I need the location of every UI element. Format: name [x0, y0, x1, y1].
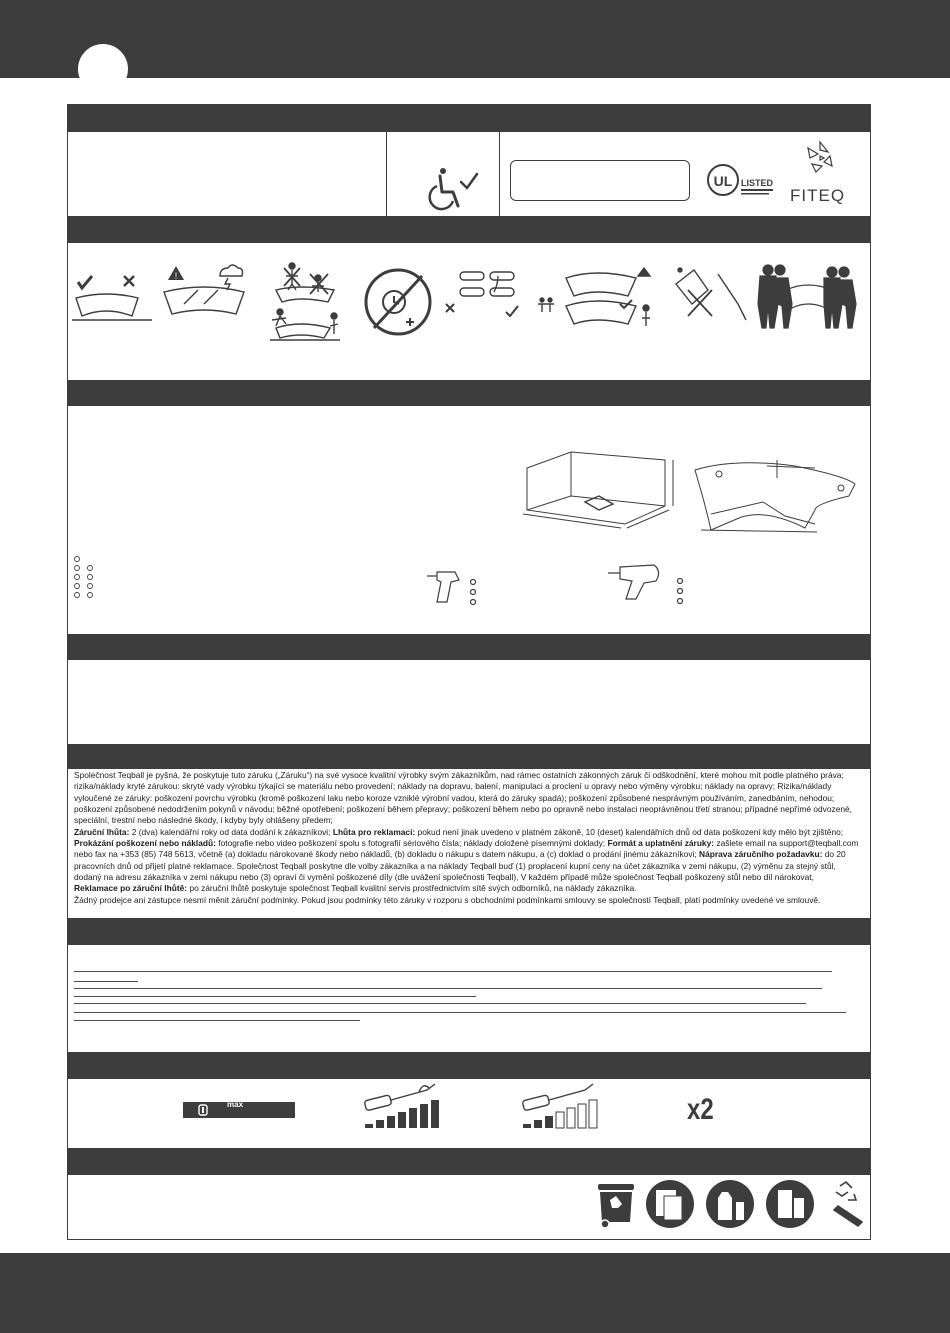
- declaration-line-1: [74, 971, 832, 972]
- svg-text:!: !: [174, 271, 178, 281]
- header-bar: [0, 0, 950, 78]
- section-header-declaration: [68, 918, 870, 945]
- info-divider-1: [386, 132, 387, 216]
- declaration-line-5: [74, 1003, 806, 1004]
- warranty-line-4: poškození způsobené nedodržením pokynů v návodu; běžné opotřebení; poškození během přepravy; poškození během nebo po opravně nebo instalaci neoprávněnou třetí stranou; případné nepřímé odvozené,: [74, 804, 853, 815]
- no-climbing-icon: [270, 263, 340, 340]
- battery-icon: [183, 1102, 295, 1118]
- svg-text:LISTED: LISTED: [741, 178, 774, 188]
- warranty-line-5: speciální, trestní nebo následné škody, i kdyby byly ohlášeny předem;: [74, 815, 333, 826]
- warranty-line-2: rizika/náklady kryté zárukou: skryté vady výrobku týkající se materiálu nebo provedení; náklady na dopravu, balení, manipulaci a proclení u opravy nebo výměny výrobku; náklady na opravy; Rizika/náklady: [74, 781, 832, 792]
- section-header-disposal: [68, 1148, 870, 1175]
- svg-text:UL: UL: [713, 173, 733, 189]
- section-header-safety: [68, 216, 870, 243]
- ul-listed-logo: [707, 158, 777, 203]
- declaration-line-4: [74, 996, 476, 997]
- parts-list-icons-2: [86, 563, 98, 605]
- battery-terminal-icon: [197, 1104, 209, 1116]
- section-header-assembly: [68, 380, 870, 406]
- warranty-form-label: Formát a uplatnění záruky:: [607, 838, 715, 849]
- section-header-warranty: [68, 744, 870, 769]
- disposal-icons: [596, 1178, 866, 1230]
- warranty-post-label: Reklamace po záruční lhůtě:: [74, 883, 188, 894]
- warranty-line-9: pracovních dnů od přijetí platné reklamace. Společnost Teqball poskytne dle volby zákazníka a na náklady Teqball buď (1) proplacení kupní ceny na účet zákazníka v zemi nákupu, (2) výměnu za stejný stůl,: [74, 860, 836, 871]
- footer-bar: [0, 1253, 950, 1333]
- model-label-box: [510, 160, 690, 201]
- recycle-icon: [834, 1182, 862, 1226]
- parts-list-icons: [73, 555, 83, 605]
- wheelchair-icon: [425, 168, 500, 216]
- paper-recycling-icon: [646, 1180, 694, 1228]
- warranty-line-7: Prokázání poškození nebo nákladů: fotografie nebo video poškození spolu s fotografií sériového čísla; náklady doložené písemnými doklady; Formát a uplatnění záruky: zašlete email na support@teqball.com: [74, 838, 859, 849]
- screwdriver-icon: [363, 1082, 443, 1130]
- warranty-line-11: Reklamace po záruční lhůtě: po záruční lhůtě poskytuje společnost Teqball kvalitní servis prostřednictvím sítě svých odborníků, na náklady zákazníka.: [74, 883, 637, 894]
- trash-bin-icon: [598, 1184, 634, 1228]
- plastic-recycling-icon: [706, 1180, 754, 1228]
- drill-icon-2: [606, 561, 696, 609]
- warranty-final: Žádný prodejce ani zástupce nesmí měnit záruční podmínky. Pokud jsou podmínky této záruky v rozporu s obchodními podmínkami smlouvy se společností Teqball, platí podmínky uvedené ve smlouvě.: [74, 894, 821, 905]
- screwdriver-low-torque-icon: [521, 1082, 601, 1130]
- drill-icon: [425, 566, 485, 610]
- declaration-line-6: [74, 1012, 846, 1013]
- glass-recycling-icon: [766, 1180, 814, 1228]
- clock-icon: [366, 270, 430, 334]
- strap-icon: [446, 272, 518, 316]
- table-weather-icon: [164, 287, 244, 314]
- section-header-notes: [68, 634, 870, 660]
- declaration-line-2: [74, 981, 138, 982]
- fiteq-wordmark: FITEQ: [790, 186, 846, 205]
- battery-quantity: x2: [687, 1093, 714, 1126]
- warning-icon: [168, 266, 184, 281]
- fiteq-logo: [800, 138, 840, 178]
- warranty-remedy-label: Náprava záručního požadavku:: [699, 849, 823, 860]
- safety-pictograms: [72, 258, 872, 348]
- section-header-batteries: [68, 1052, 870, 1079]
- children-supervision-icon: [538, 268, 650, 326]
- section-header-product-info: [68, 105, 870, 132]
- no-hand-icon: [676, 268, 746, 320]
- warranty-line-10: dodaný na adresu zákazníka v zemi nákupu nebo (3) opraví či vymění poškozené díly (dle uvážení společnosti Teqball), V každém případě může společnost Teqball poškozený stůl nebo díl nárokovat,: [74, 872, 814, 883]
- warranty-line-8: nebo fax na +353 (85) 748 5613, včetně (a) dokladu nárokované škody nebo nákladů, (b) dokladu o nákupu s datem nákupu, a (c) doklad o prodání jinému zákazníkovi; Náprava záručního požadavku: do 20: [74, 849, 846, 860]
- warranty-line-6: Záruční lhůta: 2 (dva) kalendářní roky od data dodání k zákazníkovi; Lhůta pro reklamaci: pokud není jinak uvedeno v platném zákoně, 10 (deset) kalendářních dnů od data poškození kdy mělo být zjištěno;: [74, 826, 844, 837]
- two-person-lift-icon: [758, 265, 856, 328]
- page-number-circle: [78, 44, 128, 94]
- warranty-period-label: Záruční lhůta:: [74, 826, 130, 837]
- warranty-intro: Společnost Teqball je pyšná, že poskytuje tuto záruku („Záruku“) na své vysoce kvalitní výrobky svým zákazníkům, nad rámec ostatních zákonných záruk či odškodnění, které mohou mít podle platného práva;: [74, 770, 844, 780]
- storm-icon: [220, 265, 243, 290]
- warranty-claim-label: Lhůta pro reklamaci:: [332, 826, 416, 837]
- declaration-line-7: [74, 1020, 360, 1021]
- warranty-proof-label: Prokázání poškození nebo nákladů:: [74, 838, 216, 849]
- warranty-line-3: vyloučené ze záruky: poškození povrchu výrobku (kromě poškození laku nebo koroze vzniklé výrobní vadou, která do záruky spadá); poškození způsobené nesprávným používáním, zanedbáním, nehodou;: [74, 792, 835, 803]
- declaration-line-3: [74, 988, 822, 989]
- assembly-space-diagram: [515, 444, 870, 534]
- warranty-text: [74, 770, 866, 906]
- correct-surface-icon: [72, 276, 152, 320]
- battery-label: max: [227, 1100, 244, 1109]
